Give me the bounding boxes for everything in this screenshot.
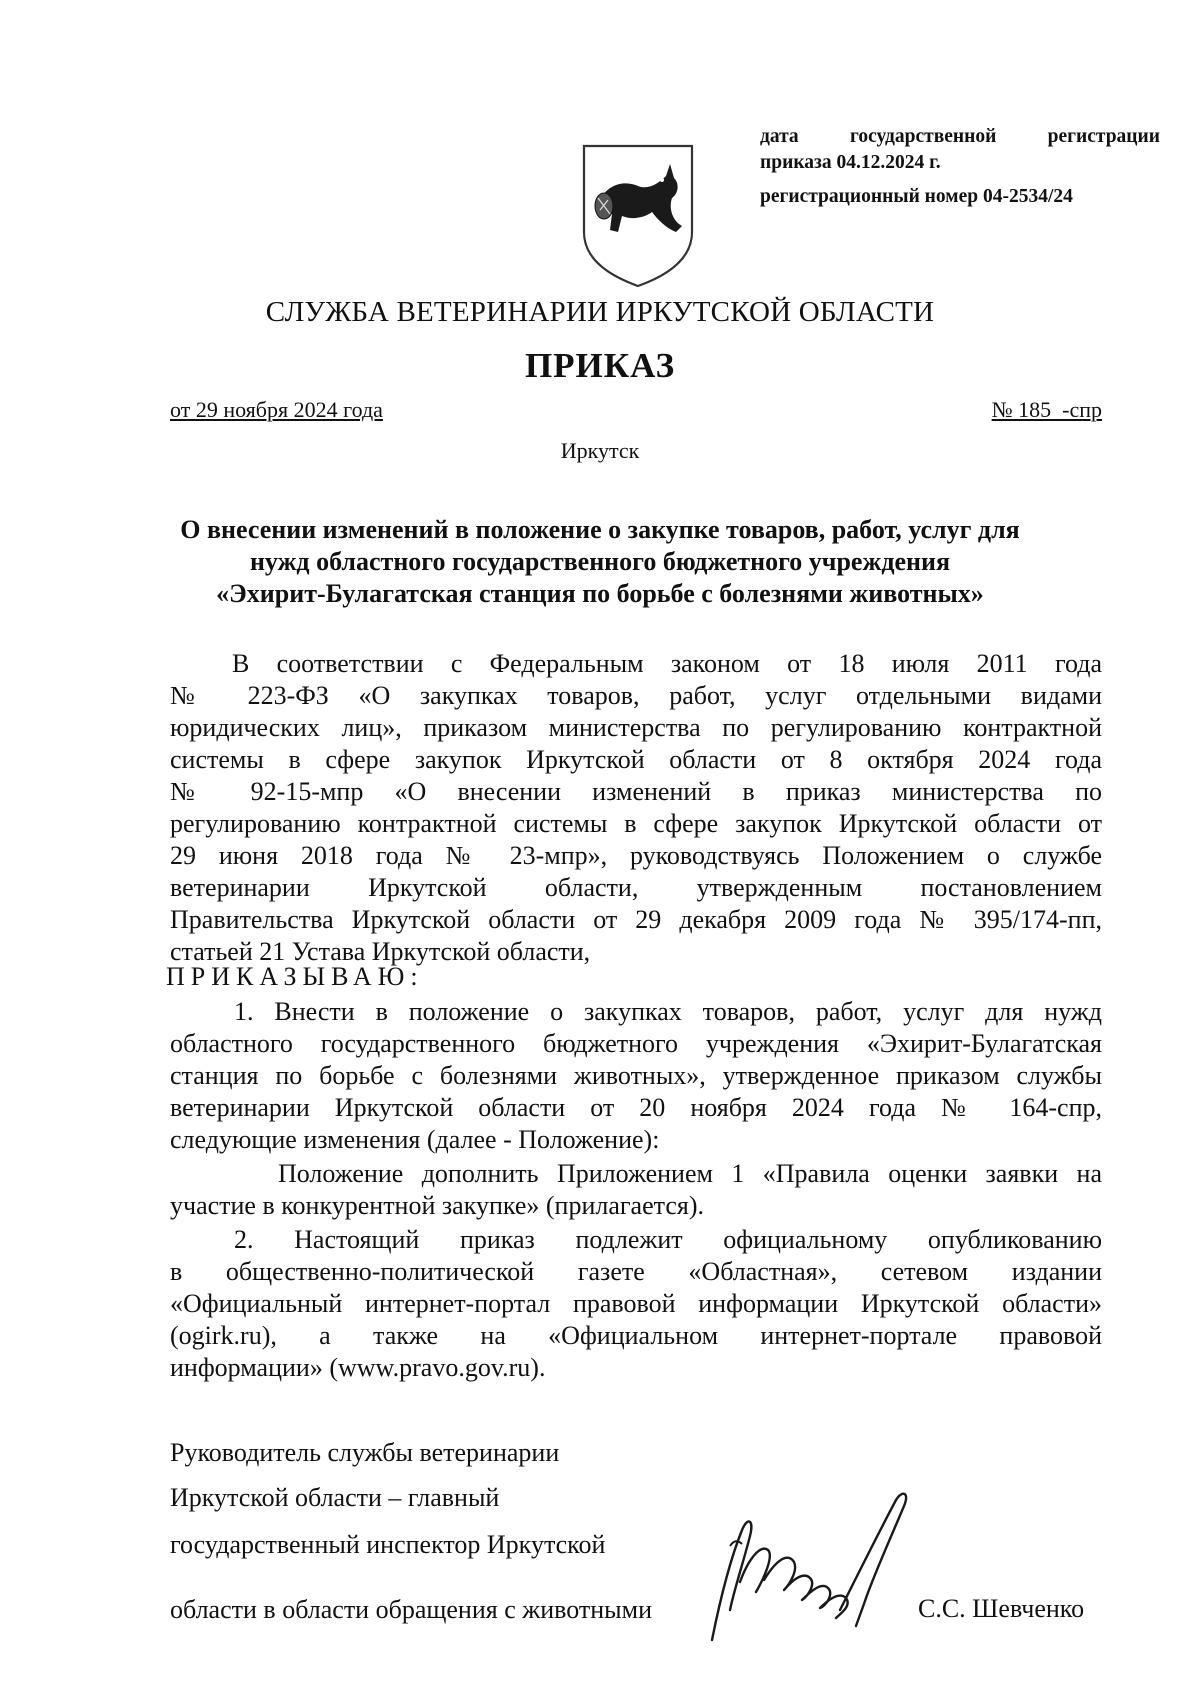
item-1-line: областного государственного бюджетного учреждения «Эхирит-Булагатская [170, 1029, 1102, 1058]
registration-block [760, 124, 1160, 210]
signatory-position-line: Иркутской области – главный [170, 1483, 500, 1512]
command-word: ПРИКАЗЫВАЮ: [166, 962, 424, 991]
item-1-line: следующие изменения (далее - Положение): [170, 1125, 660, 1154]
preamble-line: юридических лиц», приказом министерства по регулированию контрактной [170, 713, 1102, 742]
preamble-line: № 223-ФЗ «О закупках товаров, работ, услуг отдельными видами [170, 681, 1102, 710]
item-2-line: информации» (www.pravo.gov.ru). [170, 1353, 546, 1382]
order-date: от 29 ноября 2024 года [170, 397, 383, 422]
signatory-name: С.С. Шевченко [918, 1594, 1085, 1623]
order-city: Иркутск [560, 438, 640, 463]
preamble-line: № 92-15-мпр «О внесении изменений в приказ министерства по [170, 777, 1102, 806]
title-line: нужд областного государственного бюджетного учреждения [249, 547, 951, 576]
handwritten-signature [690, 1450, 930, 1660]
item-2-line: в общественно-политической газете «Областная», сетевом издании [170, 1257, 1102, 1286]
item-1-line: ветеринарии Иркутской области от 20 ноября 2024 года № 164-спр, [170, 1093, 1102, 1122]
preamble-line: В соответствии с Федеральным законом от 18 июля 2011 года [232, 649, 1102, 678]
preamble-line: ветеринарии Иркутской области, утвержденным постановлением [170, 873, 1102, 902]
registration-line-1: дата государственной регистрации [760, 126, 1160, 147]
preamble-line: системы в сфере закупок Иркутской области от 8 октября 2024 года [170, 745, 1102, 774]
organization-name: СЛУЖБА ВЕТЕРИНАРИИ ИРКУТСКОЙ ОБЛАСТИ [265, 296, 935, 328]
item-1-sub-line: Положение дополнить Приложением 1 «Правила оценки заявки на [278, 1159, 1102, 1188]
registration-number: регистрационный номер 04-2534/24 [760, 186, 1073, 207]
preamble-line: статьей 21 Устава Иркутской области, [170, 937, 591, 966]
preamble-line: Правительства Иркутской области от 29 декабря 2009 года № 395/174-пп, [170, 905, 1102, 934]
item-1-line: 1. Внести в положение о закупках товаров, работ, услуг для нужд [234, 997, 1102, 1026]
item-2-line: (ogirk.ru), а также на «Официальном интернет-портале правовой [170, 1321, 1102, 1350]
coat-of-arms-emblem [578, 140, 698, 290]
signatory-position-line: области в области обращения с животными [170, 1595, 653, 1624]
document-type: ПРИКАЗ [524, 346, 676, 385]
order-title [120, 514, 1080, 610]
title-line: «Эхирит-Булагатская станция по борьбе с болезнями животных» [216, 579, 984, 608]
item-2-line: 2. Настоящий приказ подлежит официальному опубликованию [234, 1225, 1102, 1254]
title-line: О внесении изменений в положение о закупке товаров, работ, услуг для [180, 515, 1020, 544]
registration-line-2: приказа 04.12.2024 г. [760, 152, 941, 173]
item-1-line: станция по борьбе с болезнями животных», утвержденное приказом службы [170, 1061, 1102, 1090]
item-1-sub-line: участие в конкурентной закупке» (прилагается). [170, 1191, 704, 1220]
preamble-line: 29 июня 2018 года № 23-мпр», руководствуясь Положением о службе [170, 841, 1102, 870]
item-2-line: «Официальный интернет-портал правовой информации Иркутской области» [170, 1289, 1102, 1318]
signatory-position-line: Руководитель службы ветеринарии [170, 1438, 560, 1467]
preamble-line: регулированию контрактной системы в сфере закупок Иркутской области от [170, 809, 1102, 838]
order-number: № 185 -спр [991, 397, 1102, 422]
signatory-position-line: государственный инспектор Иркутской [170, 1530, 606, 1559]
